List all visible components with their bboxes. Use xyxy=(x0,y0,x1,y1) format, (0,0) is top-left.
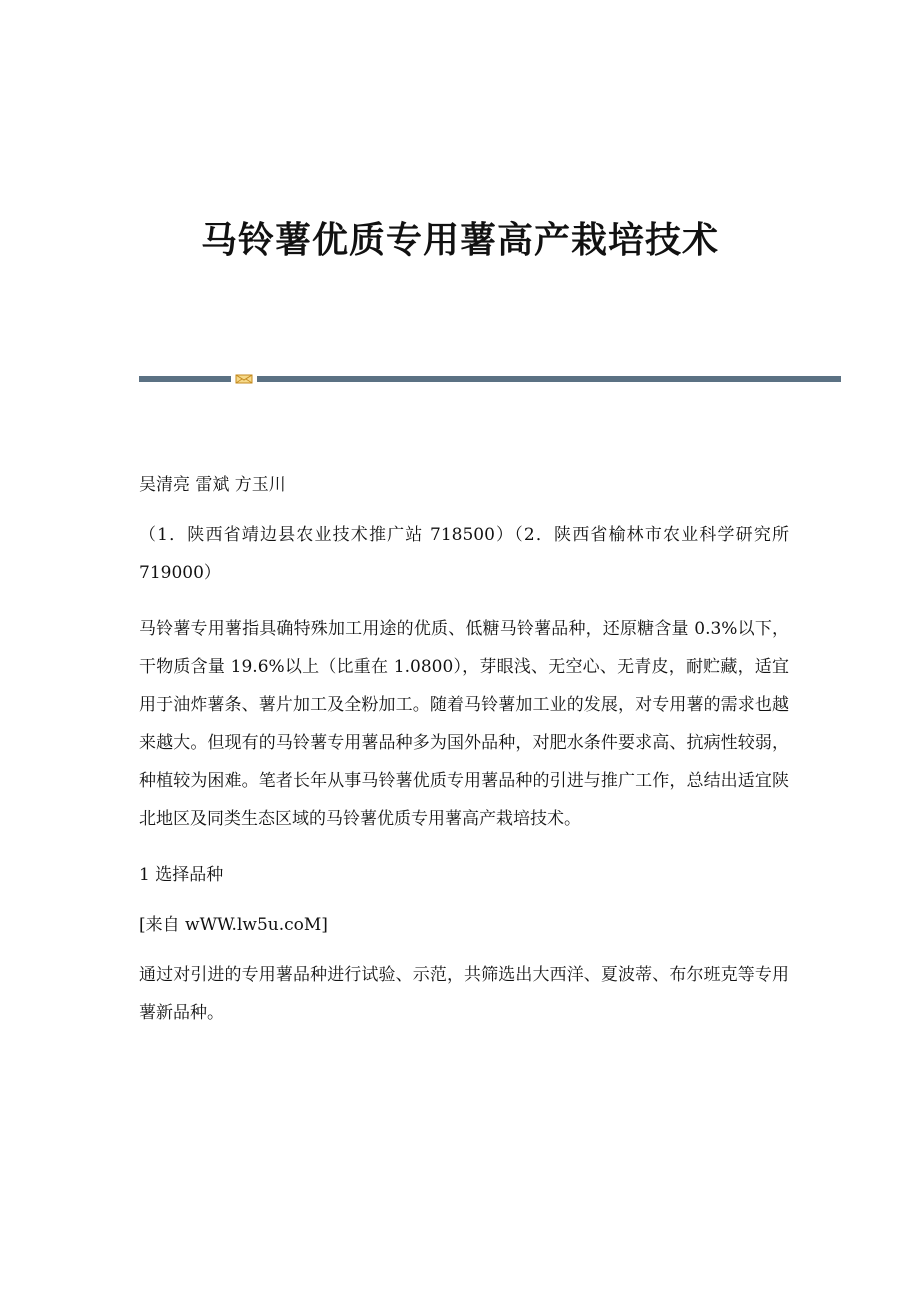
intro-paragraph: 马铃薯专用薯指具确特殊加工用途的优质、低糖马铃薯品种，还原糖含量 0.3%以下，干物质含量 19.6%以上（比重在 1.0800），芽眼浅、无空心、无青皮，耐贮藏，适宜用于油炸薯条、薯片加工及全粉加工。随着马铃薯加工业的发展，对专用薯的需求也越来越大。但现有的马铃薯专用薯品种多为国外品种，对肥水条件要求高、抗病性较弱，种植较为困难。笔者长年从事马铃薯优质专用薯品种的引进与推广工作，总结出适宜陕北地区及同类生态区域的马铃薯优质专用薯高产栽培技术。 xyxy=(139,619,789,829)
title-divider xyxy=(139,374,841,384)
source-note: [来自 wWW.lw5u.coM] xyxy=(139,915,328,935)
envelope-ornament-icon xyxy=(235,374,253,384)
divider-left-bar xyxy=(139,376,231,382)
affiliation-text: （1．陕西省靖边县农业技术推广站 718500）（2．陕西省榆林市农业科学研究所 719000） xyxy=(139,525,789,583)
section-heading: 1 选择品种 xyxy=(139,865,224,885)
document-body xyxy=(139,466,789,1050)
page-title: 马铃薯优质专用薯高产栽培技术 xyxy=(200,219,719,261)
divider-right-bar xyxy=(257,376,841,382)
section-paragraph: 通过对引进的专用薯品种进行试验、示范，共筛选出大西洋、夏波蒂、布尔班克等专用薯新品种。 xyxy=(139,965,789,1023)
authors-line: 吴清亮 雷斌 方玉川 xyxy=(139,475,286,495)
